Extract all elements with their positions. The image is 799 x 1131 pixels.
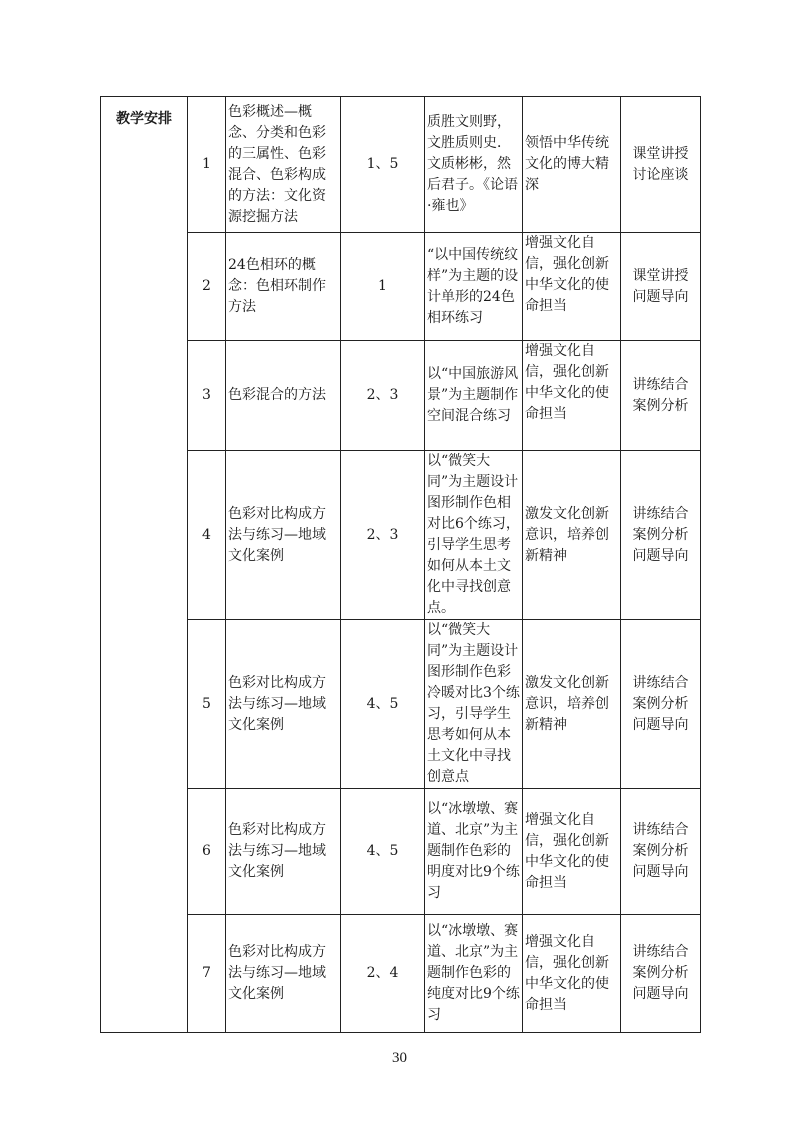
table-row	[101, 620, 701, 789]
hours-cell: 2、3	[341, 451, 425, 620]
method-cell: 讲练结合案例分析问题导向	[621, 915, 701, 1033]
table-row	[101, 451, 701, 620]
method-cell: 讲练结合案例分析问题导向	[621, 620, 701, 789]
ideology-cell: 激发文化创新意识，培养创新精神	[523, 620, 621, 789]
method-cell: 课堂讲授问题导向	[621, 233, 701, 341]
case-cell: 以“微笑大同”为主题设计图形制作色相对比6个练习，引导学生思考如何从本土文化中寻找创意点。	[425, 451, 523, 620]
ideology-cell: 增强文化自信，强化创新中华文化的使命担当	[523, 341, 621, 451]
ideology-cell: 激发文化创新意识，培养创新精神	[523, 451, 621, 620]
row-number: 5	[188, 620, 226, 789]
case-cell: 以“中国旅游风景”为主题制作空间混合练习	[425, 341, 523, 451]
table-row	[101, 915, 701, 1033]
topic-cell: 色彩对比构成方法与练习—地域文化案例	[226, 915, 341, 1033]
hours-cell: 1、5	[341, 97, 425, 233]
topic-cell: 色彩概述—概念、分类和色彩的三属性、色彩混合、色彩构成的方法：文化资源挖掘方法	[226, 97, 341, 233]
row-number: 7	[188, 915, 226, 1033]
hours-cell: 2、4	[341, 915, 425, 1033]
hours-cell: 2、3	[341, 341, 425, 451]
table-row	[101, 789, 701, 915]
method-cell: 课堂讲授讨论座谈	[621, 97, 701, 233]
case-cell: “以中国传统纹样”为主题的设计单形的24色相环练习	[425, 233, 523, 341]
section-label: 教学安排	[101, 97, 188, 1033]
row-number: 2	[188, 233, 226, 341]
row-number: 6	[188, 789, 226, 915]
topic-cell: 色彩混合的方法	[226, 341, 341, 451]
ideology-cell: 增强文化自信，强化创新中华文化的使命担当	[523, 233, 621, 341]
row-number: 1	[188, 97, 226, 233]
ideology-cell: 增强文化自信，强化创新中华文化的使命担当	[523, 789, 621, 915]
case-cell: 以“冰墩墩、赛道、北京”为主题制作色彩的纯度对比9个练习	[425, 915, 523, 1033]
row-number: 3	[188, 341, 226, 451]
hours-cell: 1	[341, 233, 425, 341]
case-cell: 以“微笑大同”为主题设计图形制作色彩冷暖对比3个练习，引导学生思考如何从本土文化中寻找创意点	[425, 620, 523, 789]
topic-cell: 24色相环的概念：色相环制作方法	[226, 233, 341, 341]
method-cell: 讲练结合案例分析问题导向	[621, 789, 701, 915]
ideology-cell: 增强文化自信，强化创新中华文化的使命担当	[523, 915, 621, 1033]
case-cell: 质胜文则野，文胜质则史．文质彬彬，然后君子。《论语·雍也》	[425, 97, 523, 233]
table-row	[101, 341, 701, 451]
method-cell: 讲练结合案例分析问题导向	[621, 451, 701, 620]
ideology-cell: 领悟中华传统文化的博大精深	[523, 97, 621, 233]
method-cell: 讲练结合案例分析	[621, 341, 701, 451]
case-cell: 以“冰墩墩、赛道、北京”为主题制作色彩的明度对比9个练习	[425, 789, 523, 915]
teaching-plan-table	[100, 96, 701, 1033]
hours-cell: 4、5	[341, 620, 425, 789]
table-row	[101, 233, 701, 341]
table-row	[101, 97, 701, 233]
topic-cell: 色彩对比构成方法与练习—地域文化案例	[226, 620, 341, 789]
page-number: 30	[392, 1050, 407, 1066]
hours-cell: 4、5	[341, 789, 425, 915]
row-number: 4	[188, 451, 226, 620]
topic-cell: 色彩对比构成方法与练习—地域文化案例	[226, 451, 341, 620]
topic-cell: 色彩对比构成方法与练习—地域文化案例	[226, 789, 341, 915]
